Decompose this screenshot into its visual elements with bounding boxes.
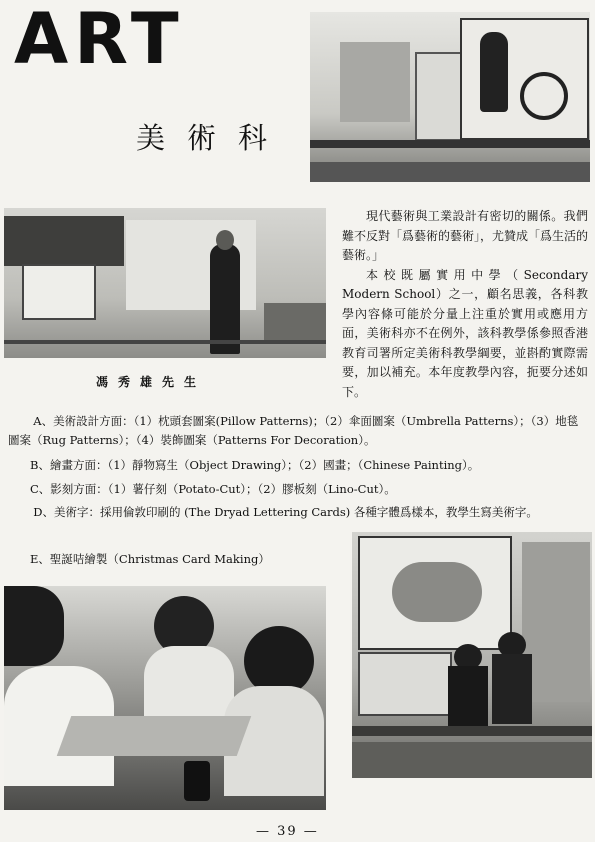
intro-paragraph-2: 本校既屬實用中學（Secondary Modern School）之一，顧名思義，各科教學內容條可能於分量上注重於實用或應用方面，美術科亦不在例外，該科教學係參照香港教育司署所定美術科教學綱要，並斟酌實際需要，加以補充。本年度教學內容，扼要分述如下。 <box>342 267 588 399</box>
list-item: E、聖誕咭繪製（Christmas Card Making） <box>30 552 270 566</box>
photo-caption: 馮秀雄先生 <box>96 375 207 389</box>
list-item: D、美術字：採用倫敦印刷的 (The Dryad Lettering Cards) 各種字體爲樣本，教學生寫美術字。 <box>33 505 538 519</box>
teacher-in-studio-photo <box>4 208 326 358</box>
students-painting-photo <box>4 586 326 810</box>
intro-paragraph-1: 現代藝術與工業設計有密切的關係。我們難不反對「爲藝術的藝術」，尤贊成「爲生活的藝術。」 <box>342 209 589 262</box>
page-number: — 39 — <box>256 824 319 839</box>
list-item: B、繪畫方面：（1）靜物寫生（Object Drawing）；（2）國畫；（Chinese Painting）。 <box>30 458 480 472</box>
subject-title: 美術科 <box>136 121 290 155</box>
list-item: A、美術設計方面：（1）枕頭套圖案(Pillow Patterns)；（2）傘面圖案（Umbrella Patterns）；（3）地毯圖案（Rug Patterns）；（4）裝飾圖案（Patterns For Decoration）。 <box>8 414 579 447</box>
exhibition-figures-photo <box>310 12 590 182</box>
students-with-artwork-photo <box>352 532 592 778</box>
list-item: C、影刻方面：（1）薯仔刻（Potato-Cut）；（2）膠板刻（Lino-Cut）。 <box>30 482 396 496</box>
page-title: ART <box>14 0 185 80</box>
intro-text <box>342 207 588 402</box>
